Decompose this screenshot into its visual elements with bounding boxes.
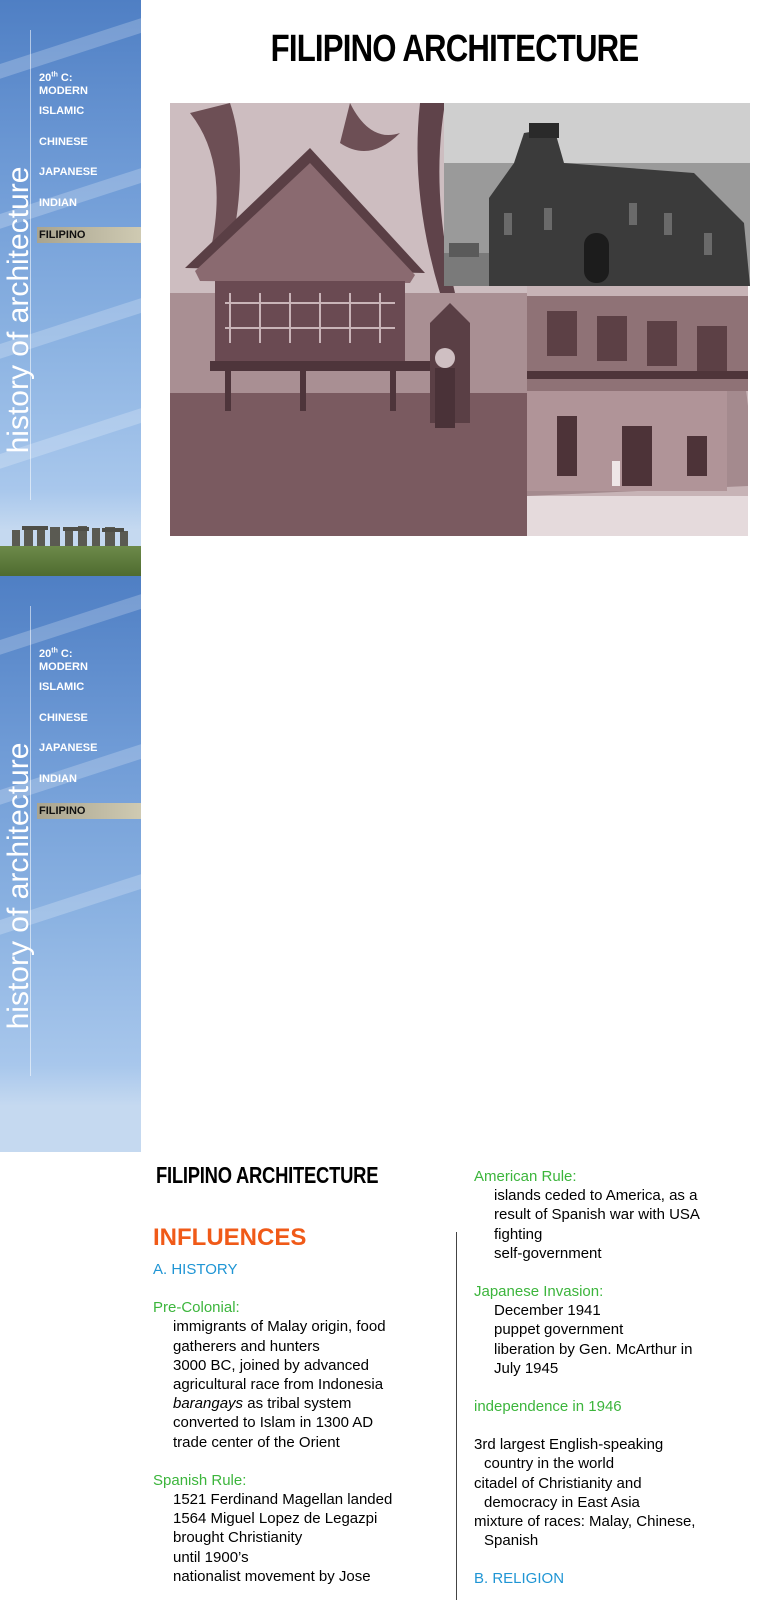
list-item: fighting — [494, 1225, 543, 1243]
left-column — [153, 1216, 453, 1586]
japanese-heading: Japanese Invasion: — [474, 1283, 604, 1301]
fact-line: democracy in East Asia — [484, 1493, 640, 1511]
spanish-heading: Spanish Rule: — [153, 1471, 247, 1489]
list-item: agricultural race from Indonesia — [173, 1376, 384, 1394]
stonehenge-image — [10, 526, 132, 548]
list-item: liberation by Gen. McArthur in — [494, 1340, 693, 1358]
slide-title: FILIPINO ARCHITECTURE — [156, 1162, 379, 1188]
independence-heading: independence in 1946 — [474, 1398, 622, 1416]
nav-item-modern[interactable]: 20th C: MODERN — [39, 647, 88, 673]
fact-line: citadel of Christianity and — [474, 1474, 642, 1492]
list-item: self-government — [494, 1244, 602, 1262]
precolonial-heading: Pre-Colonial: — [153, 1299, 240, 1317]
influences-heading: INFLUENCES — [153, 1224, 307, 1251]
american-heading: American Rule: — [474, 1168, 577, 1185]
nav-item-chinese[interactable]: CHINESE — [39, 135, 88, 148]
list-item: December 1941 — [494, 1302, 601, 1320]
fact-line: Spanish — [484, 1532, 539, 1550]
nav-item-islamic[interactable]: ISLAMIC — [39, 681, 85, 693]
nav-item-indian[interactable]: INDIAN — [39, 772, 77, 785]
religion-heading: B. RELIGION — [474, 1570, 565, 1588]
list-item: immigrants of Malay origin, food — [173, 1318, 386, 1336]
slide-2 — [0, 576, 768, 1588]
list-item: gatherers and hunters — [173, 1337, 320, 1355]
list-item: 3000 BC, joined by advanced — [173, 1356, 369, 1374]
list-item: until 1900’s — [173, 1548, 249, 1566]
slide-title: FILIPINO ARCHITECTURE — [270, 28, 639, 70]
list-item: barangays as tribal system — [173, 1395, 352, 1413]
sidebar-nav — [39, 648, 141, 837]
list-item: 1521 Ferdinand Magellan landed — [173, 1491, 393, 1509]
sidebar-nav — [39, 72, 141, 261]
sidebar: history of architecture 20th C: MODERN ISLAMIC CHINESE JAPANESE INDIAN FILIPINO — [0, 576, 141, 1152]
sidebar: history of architecture 20th C: MODERN ISLAMIC CHINESE JAPANESE INDIAN FILIPINO — [0, 0, 141, 576]
list-item: islands ceded to America, as a — [494, 1187, 698, 1205]
list-item: July 1945 — [494, 1359, 559, 1377]
history-heading: A. HISTORY — [153, 1261, 238, 1278]
stone-house-photo — [527, 286, 748, 536]
list-item: result of Spanish war with USA — [494, 1206, 700, 1224]
nav-item-japanese[interactable]: JAPANESE — [39, 742, 98, 754]
fact-line: 3rd largest English-speaking — [474, 1436, 664, 1454]
nav-item-chinese[interactable]: CHINESE — [39, 711, 88, 724]
list-item: trade center of the Orient — [173, 1433, 340, 1451]
nav-item-indian[interactable]: INDIAN — [39, 196, 77, 209]
nav-item-filipino[interactable]: FILIPINO — [37, 803, 141, 819]
list-item: 1564 Miguel Lopez de Legazpi — [173, 1510, 378, 1528]
fact-line: country in the world — [484, 1455, 615, 1473]
fact-line: mixture of races: Malay, Chinese, — [474, 1513, 696, 1531]
nav-item-islamic[interactable]: ISLAMIC — [39, 105, 85, 117]
nav-item-japanese[interactable]: JAPANESE — [39, 166, 98, 178]
church-photo — [444, 103, 750, 286]
list-item: nationalist movement by Jose — [173, 1567, 371, 1585]
right-column — [474, 1167, 764, 1589]
column-divider — [456, 1232, 457, 1600]
nav-item-filipino[interactable]: FILIPINO — [37, 227, 141, 243]
grass-ground — [0, 546, 141, 576]
list-item: converted to Islam in 1300 AD — [173, 1414, 374, 1432]
slide-1 — [0, 0, 768, 576]
nav-item-modern[interactable]: 20th C: MODERN — [39, 71, 88, 97]
list-item: puppet government — [494, 1321, 624, 1339]
list-item: brought Christianity — [173, 1529, 303, 1547]
